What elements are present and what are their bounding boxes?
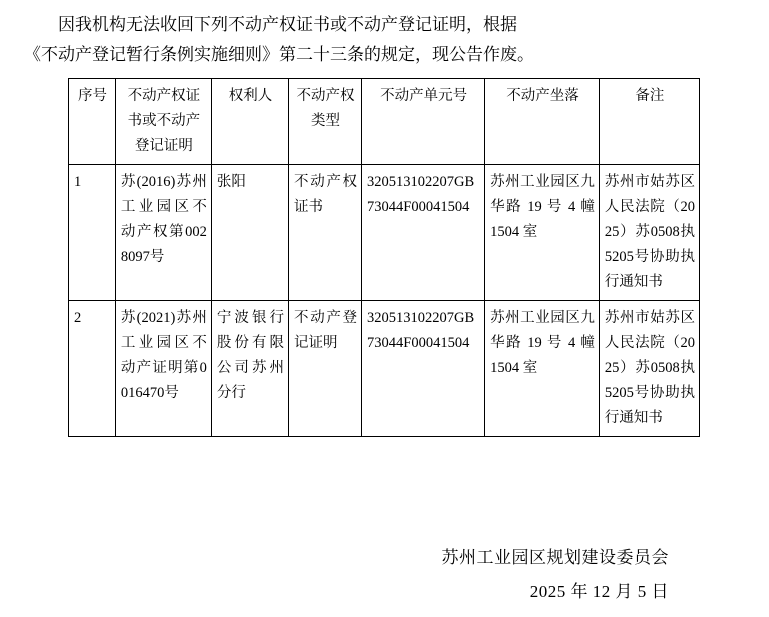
intro-line-2: 《不动产登记暂行条例实施细则》第二十三条的规定，现公告作废。 (24, 45, 534, 64)
cell-type: 不动产登记证明 (289, 301, 362, 437)
cell-unit-number: 320513102207GB73044F00041504 (362, 165, 485, 301)
cell-owner: 宁波银行股份有限公司苏州分行 (211, 301, 288, 437)
table-header-row (69, 79, 700, 165)
header-index: 序号 (69, 79, 116, 165)
cell-unit-number: 320513102207GB73044F00041504 (362, 301, 485, 437)
header-location: 不动产坐落 (485, 79, 600, 165)
cell-location: 苏州工业园区九华路 19 号 4 幢 1504 室 (485, 301, 600, 437)
cell-index: 1 (69, 165, 116, 301)
header-owner: 权利人 (211, 79, 288, 165)
cell-owner: 张阳 (211, 165, 288, 301)
header-remark: 备注 (599, 79, 699, 165)
header-unit-number: 不动产单元号 (362, 79, 485, 165)
issuing-authority: 苏州工业园区规划建设委员会 (441, 548, 669, 567)
intro-paragraph (0, 0, 769, 70)
cell-certificate: 苏(2016)苏州工业园区不动产权第0028097号 (115, 165, 211, 301)
cell-remark: 苏州市姑苏区人民法院（2025）苏0508执5205号协助执行通知书 (599, 301, 699, 437)
table-row (69, 165, 700, 301)
header-type: 不动产权类型 (289, 79, 362, 165)
document-footer (0, 541, 769, 609)
cell-remark: 苏州市姑苏区人民法院（2025）苏0508执5205号协助执行通知书 (599, 165, 699, 301)
table-row (69, 301, 700, 437)
cell-location: 苏州工业园区九华路 19 号 4 幢 1504 室 (485, 165, 600, 301)
cell-index: 2 (69, 301, 116, 437)
header-certificate: 不动产权证书或不动产登记证明 (115, 79, 211, 165)
cell-certificate: 苏(2021)苏州工业园区不动产证明第0016470号 (115, 301, 211, 437)
cancelled-certificates-table (68, 78, 700, 437)
issue-date: 2025 年 12 月 5 日 (529, 582, 669, 601)
cell-type: 不动产权证书 (289, 165, 362, 301)
intro-line-1: 因我机构无法收回下列不动产权证书或不动产登记证明，根据 (58, 15, 517, 34)
